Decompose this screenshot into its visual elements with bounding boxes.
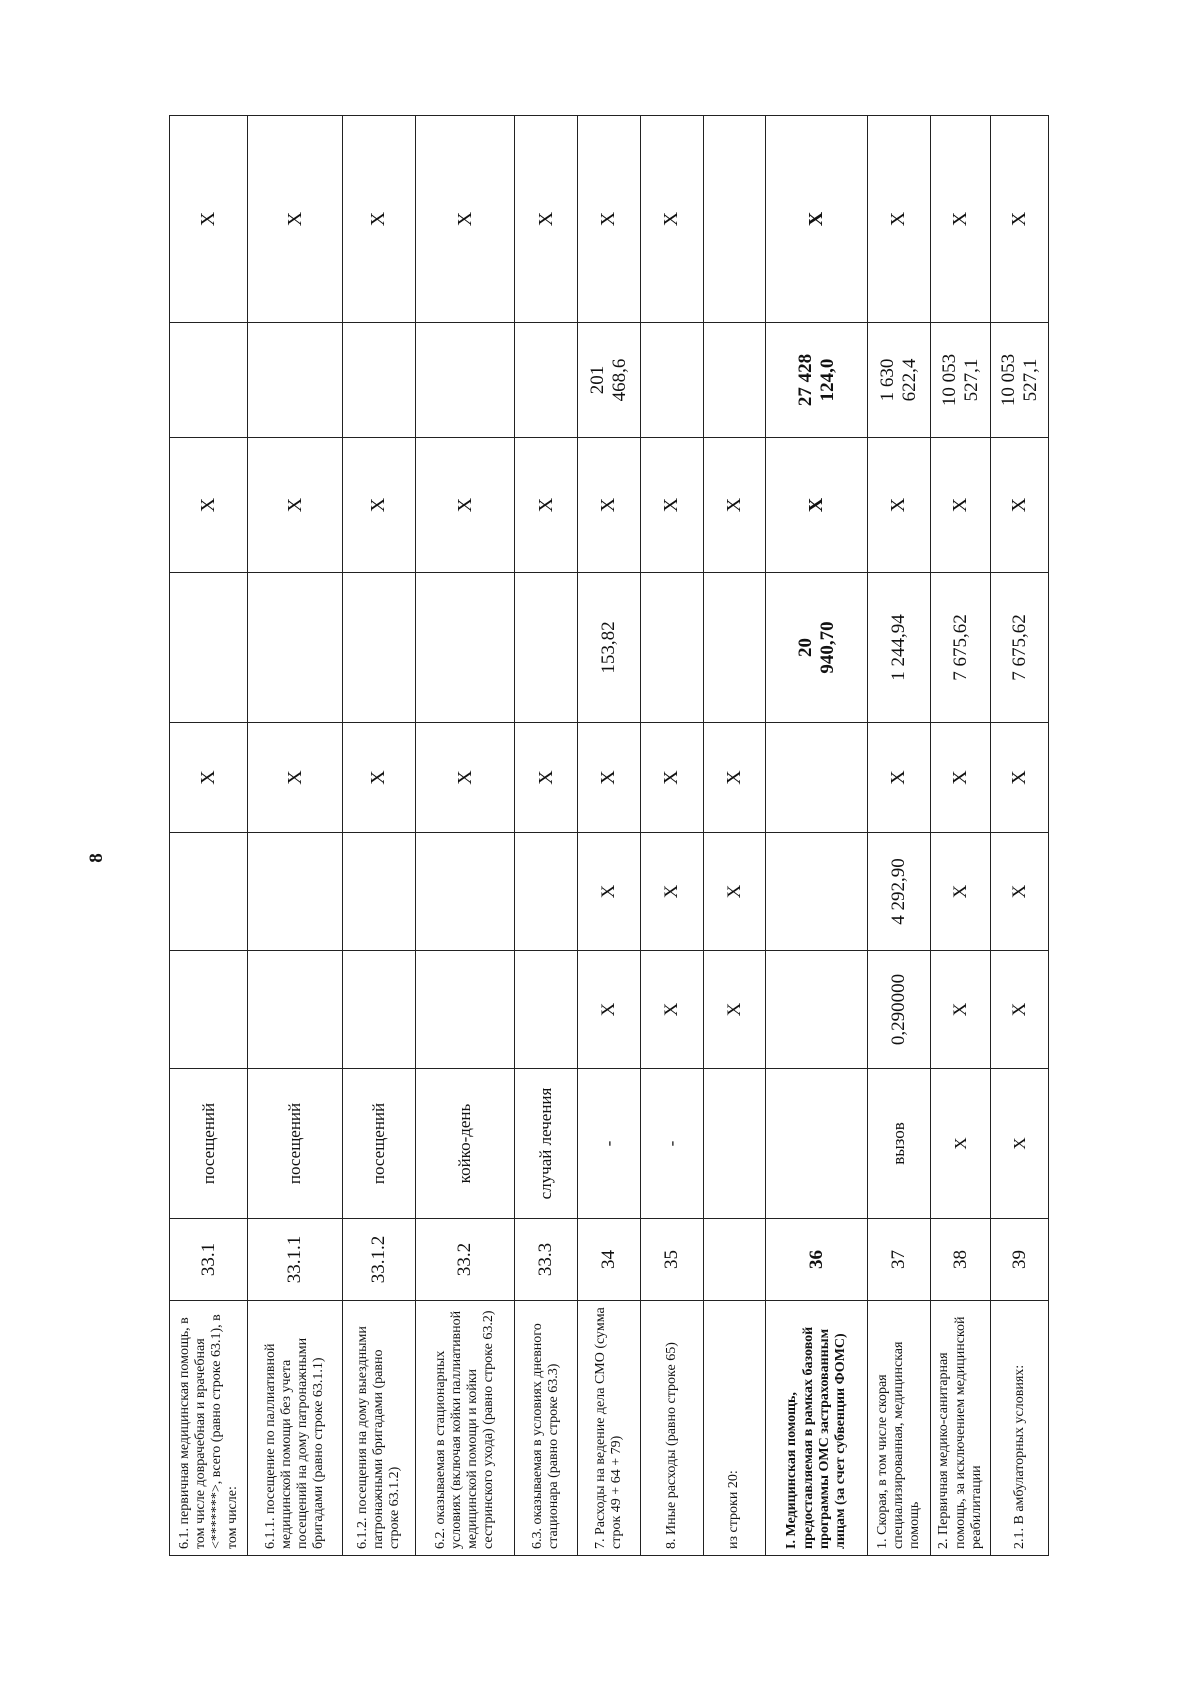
row-cell-col6: X	[170, 723, 248, 833]
row-cell-col9	[248, 323, 342, 438]
row-name-cell: 1. Скорая, в том числе скорая специализированная, медицинская помощь	[867, 1301, 930, 1556]
row-unit-cell: -	[640, 1069, 703, 1219]
financing-table	[169, 115, 1049, 1556]
row-cell-col4	[170, 951, 248, 1069]
row-unit-cell	[703, 1069, 766, 1219]
row-unit-cell: X	[930, 1069, 991, 1219]
row-cell-col7	[342, 573, 415, 723]
row-cell-col10: X	[415, 116, 514, 323]
row-unit-cell	[766, 1069, 868, 1219]
row-cell-col5: X	[991, 833, 1049, 951]
row-cell-col9: 10 053 527,1	[991, 323, 1049, 438]
row-cell-col7	[415, 573, 514, 723]
table-row	[248, 116, 342, 1556]
row-unit-cell: X	[991, 1069, 1049, 1219]
row-cell-col4: X	[991, 951, 1049, 1069]
row-line-number-cell: 33.2	[415, 1219, 514, 1301]
row-unit-cell: койко-день	[415, 1069, 514, 1219]
row-cell-col5: X	[578, 833, 641, 951]
row-cell-col6: X	[867, 723, 930, 833]
row-cell-col6: X	[930, 723, 991, 833]
row-cell-col8: X	[342, 438, 415, 573]
row-cell-col10: X	[640, 116, 703, 323]
row-cell-col9	[703, 323, 766, 438]
row-cell-col9: 10 053 527,1	[930, 323, 991, 438]
row-cell-col5	[248, 833, 342, 951]
row-cell-col7	[248, 573, 342, 723]
table-body	[170, 116, 1049, 1556]
row-cell-col9	[342, 323, 415, 438]
row-cell-col5	[766, 833, 868, 951]
row-name-cell: 6.2. оказываемая в стационарных условиях (включая койки паллиативной медицинской помощи и койки сестринского ухода) (равно строке 63.2)	[415, 1301, 514, 1556]
row-cell-col5: X	[930, 833, 991, 951]
row-cell-col4	[342, 951, 415, 1069]
row-cell-col5: X	[640, 833, 703, 951]
row-unit-cell: посещений	[342, 1069, 415, 1219]
row-cell-col10: X	[578, 116, 641, 323]
row-cell-col4: X	[703, 951, 766, 1069]
row-cell-col7: 20 940,70	[766, 573, 868, 723]
row-cell-col6: X	[342, 723, 415, 833]
row-cell-col4: 0,290000	[867, 951, 930, 1069]
table-row	[342, 116, 415, 1556]
row-line-number-cell: 33.1.1	[248, 1219, 342, 1301]
row-cell-col10: X	[930, 116, 991, 323]
row-cell-col10: X	[170, 116, 248, 323]
row-cell-col8: X	[515, 438, 578, 573]
row-cell-col7: 7 675,62	[991, 573, 1049, 723]
row-cell-col6: X	[248, 723, 342, 833]
row-cell-col4: X	[930, 951, 991, 1069]
row-unit-cell: случай лечения	[515, 1069, 578, 1219]
row-cell-col6: X	[640, 723, 703, 833]
row-cell-col7: 153,82	[578, 573, 641, 723]
row-line-number-cell: 36	[766, 1219, 868, 1301]
row-cell-col8: X	[640, 438, 703, 573]
row-cell-col7	[640, 573, 703, 723]
row-cell-col7: 7 675,62	[930, 573, 991, 723]
row-cell-col5	[342, 833, 415, 951]
row-cell-col9	[515, 323, 578, 438]
row-cell-col4	[415, 951, 514, 1069]
table-row	[703, 116, 766, 1556]
row-unit-cell: -	[578, 1069, 641, 1219]
row-cell-col4: X	[640, 951, 703, 1069]
row-cell-col4	[766, 951, 868, 1069]
row-cell-col5	[515, 833, 578, 951]
row-line-number-cell: 33.3	[515, 1219, 578, 1301]
row-unit-cell: вызов	[867, 1069, 930, 1219]
row-cell-col7	[515, 573, 578, 723]
page-number: 8	[86, 853, 107, 863]
row-cell-col6: X	[415, 723, 514, 833]
row-cell-col9: 27 428 124,0	[766, 323, 868, 438]
row-line-number-cell: 33.1.2	[342, 1219, 415, 1301]
row-cell-col8: X	[766, 438, 868, 573]
row-line-number-cell: 35	[640, 1219, 703, 1301]
row-cell-col4	[248, 951, 342, 1069]
row-unit-cell: посещений	[170, 1069, 248, 1219]
row-name-cell: 6.3. оказываемая в условиях дневного стационара (равно строке 63.3)	[515, 1301, 578, 1556]
row-name-cell: 8. Иные расходы (равно строке 65)	[640, 1301, 703, 1556]
row-line-number-cell	[703, 1219, 766, 1301]
row-cell-col10: X	[766, 116, 868, 323]
row-line-number-cell: 33.1	[170, 1219, 248, 1301]
row-cell-col8: X	[415, 438, 514, 573]
table-row	[930, 116, 991, 1556]
row-cell-col8: X	[991, 438, 1049, 573]
row-cell-col6	[766, 723, 868, 833]
row-cell-col4	[515, 951, 578, 1069]
row-name-cell: 2.1. В амбулаторных условиях:	[991, 1301, 1049, 1556]
row-cell-col8: X	[703, 438, 766, 573]
row-line-number-cell: 39	[991, 1219, 1049, 1301]
row-cell-col8: X	[248, 438, 342, 573]
row-cell-col8: X	[867, 438, 930, 573]
row-cell-col6: X	[578, 723, 641, 833]
row-cell-col9: 201 468,6	[578, 323, 641, 438]
table-row	[578, 116, 641, 1556]
table-row	[640, 116, 703, 1556]
row-name-cell: 6.1.1. посещение по паллиативной медицинской помощи без учета посещений на дому патронажными бригадами (равно строке 63.1.1)	[248, 1301, 342, 1556]
row-cell-col9	[170, 323, 248, 438]
row-line-number-cell: 34	[578, 1219, 641, 1301]
row-cell-col6: X	[703, 723, 766, 833]
table-row	[991, 116, 1049, 1556]
row-cell-col5	[415, 833, 514, 951]
row-line-number-cell: 38	[930, 1219, 991, 1301]
row-name-cell: I. Медицинская помощь, предоставляемая в рамках базовой программы ОМС застрахованным лицам (за счет субвенции ФОМС)	[766, 1301, 868, 1556]
row-name-cell: из строки 20:	[703, 1301, 766, 1556]
row-name-cell: 6.1.2. посещения на дому выездными патронажными бригадами (равно строке 63.1.2)	[342, 1301, 415, 1556]
row-cell-col10: X	[867, 116, 930, 323]
row-cell-col7	[703, 573, 766, 723]
row-name-cell: 7. Расходы на ведение дела СМО (сумма строк 49 + 64 + 79)	[578, 1301, 641, 1556]
table-row	[867, 116, 930, 1556]
row-cell-col8: X	[170, 438, 248, 573]
row-line-number-cell: 37	[867, 1219, 930, 1301]
row-cell-col5: 4 292,90	[867, 833, 930, 951]
row-cell-col9	[415, 323, 514, 438]
table-row	[170, 116, 248, 1556]
rotated-table-container	[169, 116, 1049, 1556]
row-cell-col4: X	[578, 951, 641, 1069]
row-unit-cell: посещений	[248, 1069, 342, 1219]
row-cell-col7: 1 244,94	[867, 573, 930, 723]
row-cell-col10: X	[515, 116, 578, 323]
table-wrapper	[169, 116, 1049, 1556]
row-cell-col6: X	[515, 723, 578, 833]
table-row	[415, 116, 514, 1556]
row-cell-col10	[703, 116, 766, 323]
row-cell-col8: X	[578, 438, 641, 573]
table-row	[766, 116, 868, 1556]
row-name-cell: 2. Первичная медико-санитарная помощь, за исключением медицинской реабилитации	[930, 1301, 991, 1556]
row-cell-col9: 1 630 622,4	[867, 323, 930, 438]
row-cell-col10: X	[342, 116, 415, 323]
row-cell-col10: X	[991, 116, 1049, 323]
row-cell-col8: X	[930, 438, 991, 573]
row-name-cell: 6.1. первичная медицинская помощь, в том числе доврачебная и врачебная <*******>, всего (равно строке 63.1), в том числе:	[170, 1301, 248, 1556]
table-row	[515, 116, 578, 1556]
row-cell-col5: X	[703, 833, 766, 951]
row-cell-col7	[170, 573, 248, 723]
row-cell-col5	[170, 833, 248, 951]
row-cell-col10: X	[248, 116, 342, 323]
row-cell-col9	[640, 323, 703, 438]
row-cell-col6: X	[991, 723, 1049, 833]
